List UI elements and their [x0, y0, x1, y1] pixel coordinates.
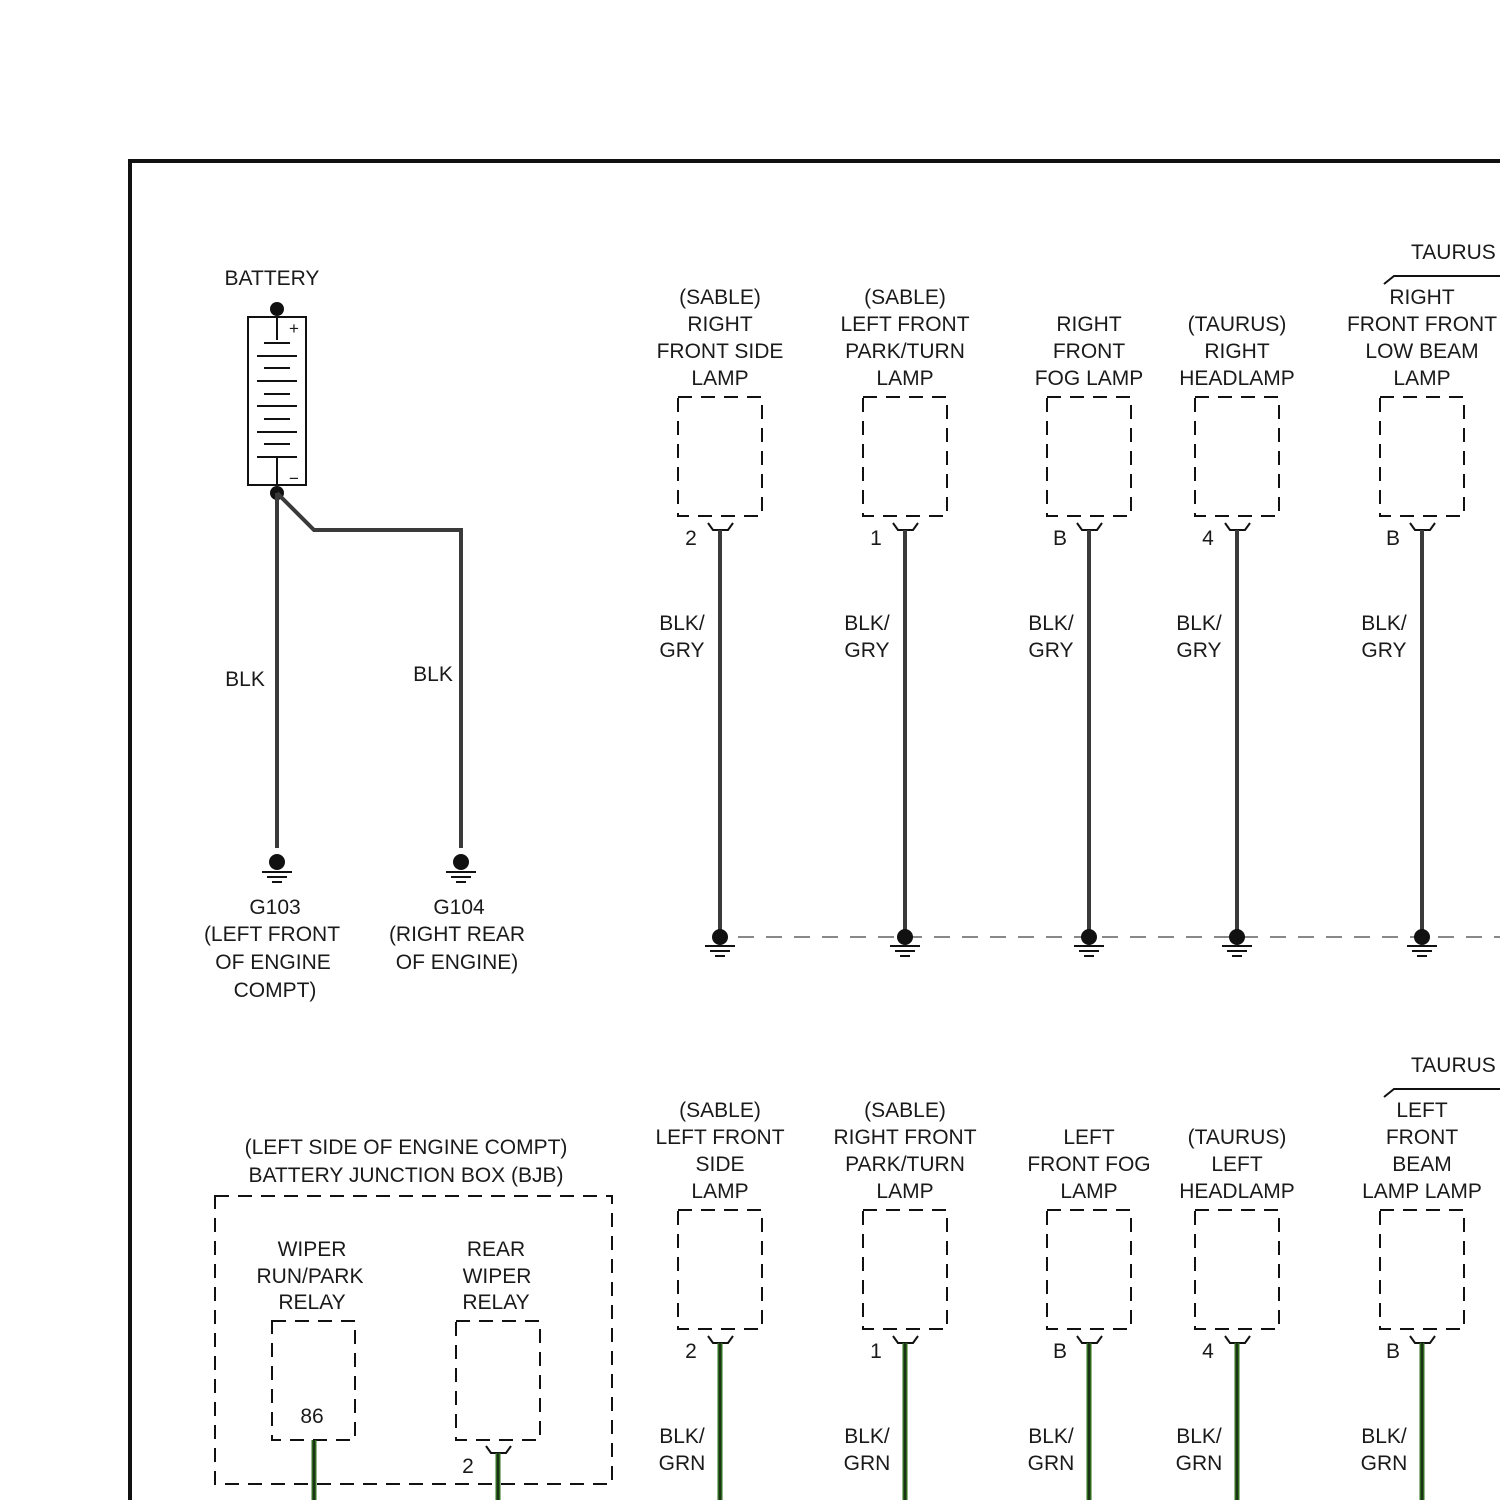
ground-label-g103-line3: OF ENGINE [215, 951, 331, 974]
bottom_row-lamp-2 [833, 1099, 976, 1500]
top_row-lamp-3 [1028, 313, 1143, 956]
relay-1-title-line2: RUN/PARK [256, 1265, 364, 1288]
bottom_row-lamp-1-connector-symbol [708, 1336, 733, 1343]
top_row-lamp-2-pin: 1 [870, 527, 882, 550]
bottom_row-lamp-2-title-line1: (SABLE) [864, 1099, 946, 1122]
top_row-lamp-1 [657, 286, 784, 956]
bottom_row-lamp-3-pin: B [1052, 1340, 1068, 1363]
relay-2-pin: 2 [462, 1455, 474, 1478]
bottom_row-lamp-1-pin: 2 [685, 1340, 697, 1363]
top_row-lamp-2-title-line4: LAMP [876, 367, 934, 390]
bottom_row-lamp-1-title-line3: SIDE [695, 1153, 745, 1176]
bottom_row-lamp-4-box [1195, 1210, 1279, 1329]
bottom_row-lamp-5-connector-symbol [1410, 1336, 1435, 1343]
top_row-lamp-4-connector-symbol [1225, 523, 1250, 530]
bottom_row-lamp-4-connector-symbol [1225, 1336, 1250, 1343]
top_row-lamp-1-pin: 2 [685, 527, 697, 550]
ground-label-g104-line1: G104 [433, 896, 485, 919]
bottom-row-header-bracket [1384, 1089, 1500, 1097]
top-row-header: TAURUS [1411, 241, 1496, 264]
bottom_row-lamp-1 [655, 1099, 784, 1500]
top_row-lamp-5-ground-icon [1407, 929, 1437, 956]
bottom_row-lamp-4-pin: 4 [1202, 1340, 1214, 1363]
top_row-lamp-2-title-line1: (SABLE) [864, 286, 946, 309]
top-lamp-group [657, 286, 1498, 956]
battery-plus-sign: + [289, 319, 299, 338]
top_row-lamp-1-box [678, 397, 762, 516]
bjb-title-line1: (LEFT SIDE OF ENGINE COMPT) [244, 1136, 568, 1159]
top_row-lamp-5 [1347, 286, 1497, 956]
top_row-lamp-1-title-line4: LAMP [691, 367, 749, 390]
top_row-lamp-5-title-line3: LOW BEAM [1365, 340, 1479, 363]
top_row-lamp-3-title-line1: RIGHT [1056, 313, 1122, 336]
top_row-lamp-4-wire-color-line1: BLK/ [1176, 612, 1222, 635]
top_row-lamp-2-title-line2: LEFT FRONT [840, 313, 970, 336]
bottom_row-lamp-1-title-line2: LEFT FRONT [655, 1126, 785, 1149]
relay-wiper-run-park [257, 1238, 364, 1440]
relay-2-title-line2: WIPER [462, 1265, 532, 1288]
top_row-lamp-3-box [1047, 397, 1131, 516]
bottom_row-lamp-5-wire-color-line1: BLK/ [1361, 1425, 1407, 1448]
bottom_row-lamp-2-title-line3: PARK/TURN [845, 1153, 965, 1176]
bottom_row-lamp-5-box [1380, 1210, 1464, 1329]
top-row-header-bracket [1384, 276, 1500, 284]
ground-symbol-g103 [262, 854, 292, 882]
battery [225, 267, 320, 500]
bottom_row-lamp-1-wire-color-line1: BLK/ [659, 1425, 705, 1448]
ground-label-g103-line4: COMPT) [233, 979, 317, 1002]
top_row-lamp-3-pin: B [1052, 527, 1068, 550]
bottom_row-lamp-2-wire-color-line1: BLK/ [844, 1425, 890, 1448]
top_row-lamp-3-title-line2: FRONT [1052, 340, 1126, 363]
bottom_row-lamp-4-title-line1: (TAURUS) [1187, 1126, 1287, 1149]
bottom-row-header: TAURUS [1411, 1054, 1496, 1077]
relay-2-title-line1: REAR [466, 1238, 526, 1261]
top_row-lamp-1-connector-symbol [708, 523, 733, 530]
top_row-lamp-2-wire-color-line2: GRY [844, 639, 890, 662]
top_row-lamp-4-ground-icon [1222, 929, 1252, 956]
bottom_row-lamp-1-box [678, 1210, 762, 1329]
bottom_row-lamp-2-title-line2: RIGHT FRONT [833, 1126, 977, 1149]
relay-rear-wiper [456, 1238, 540, 1478]
bottom_row-lamp-5-wire-color-line2: GRN [1360, 1452, 1408, 1475]
ground-symbol-g104 [446, 854, 476, 882]
top_row-lamp-1-wire-color-line2: GRY [659, 639, 705, 662]
bottom_row-lamp-3-box [1047, 1210, 1131, 1329]
bottom_row-lamp-5 [1361, 1099, 1482, 1500]
top_row-lamp-4-box [1195, 397, 1279, 516]
battery-minus-sign: − [289, 469, 299, 488]
bjb-title-line2: BATTERY JUNCTION BOX (BJB) [248, 1164, 564, 1187]
bottom_row-lamp-5-title-line2: FRONT [1385, 1126, 1459, 1149]
bottom_row-lamp-5-title-line3: BEAM [1392, 1153, 1452, 1176]
wire-color-g104: BLK [413, 663, 453, 686]
top_row-lamp-2-box [863, 397, 947, 516]
relay-2-connector-symbol [486, 1446, 511, 1453]
bottom_row-lamp-3 [1027, 1126, 1150, 1500]
top_row-lamp-3-wire-color-line1: BLK/ [1028, 612, 1074, 635]
battery-positive-terminal [270, 302, 284, 316]
bottom_row-lamp-3-title-line2: FRONT FOG [1027, 1153, 1151, 1176]
bottom_row-lamp-4-wire-color-line2: GRN [1175, 1452, 1223, 1475]
relay-1-title-line1: WIPER [277, 1238, 347, 1261]
bottom_row-lamp-5-title-line1: LEFT [1396, 1099, 1448, 1122]
top_row-lamp-2-title-line3: PARK/TURN [845, 340, 965, 363]
bottom-lamp-group [655, 1099, 1481, 1500]
top_row-lamp-4-wire-color-line2: GRY [1176, 639, 1222, 662]
relay-2-box [456, 1321, 540, 1440]
bottom_row-lamp-5-pin: B [1385, 1340, 1401, 1363]
bottom_row-lamp-4-title-line2: LEFT [1211, 1153, 1263, 1176]
bottom_row-lamp-3-connector-symbol [1077, 1336, 1102, 1343]
top_row-lamp-4-title-line1: (TAURUS) [1187, 313, 1287, 336]
bottom_row-lamp-3-wire-color-line2: GRN [1027, 1452, 1075, 1475]
top_row-lamp-1-ground-icon [705, 929, 735, 956]
ground-label-g103-line2: (LEFT FRONT [203, 923, 341, 946]
bottom_row-lamp-3-wire-color-line1: BLK/ [1028, 1425, 1074, 1448]
top_row-lamp-3-connector-symbol [1077, 523, 1102, 530]
bottom_row-lamp-2-pin: 1 [870, 1340, 882, 1363]
top_row-lamp-4-title-line2: RIGHT [1204, 340, 1270, 363]
top_row-lamp-2-wire-color-line1: BLK/ [844, 612, 890, 635]
bottom_row-lamp-1-title-line1: (SABLE) [679, 1099, 761, 1122]
relay-1-title-line3: RELAY [278, 1291, 346, 1314]
top_row-lamp-1-title-line3: FRONT SIDE [656, 340, 784, 363]
top_row-lamp-2-ground-icon [890, 929, 920, 956]
top_row-lamp-5-pin: B [1385, 527, 1401, 550]
top_row-lamp-5-title-line1: RIGHT [1389, 286, 1455, 309]
battery-label: BATTERY [224, 267, 320, 290]
top_row-lamp-5-title-line4: LAMP [1393, 367, 1451, 390]
bottom_row-lamp-2-title-line4: LAMP [876, 1180, 934, 1203]
bottom_row-lamp-1-wire-color-line2: GRN [658, 1452, 706, 1475]
top_row-lamp-5-wire-color-line2: GRY [1361, 639, 1407, 662]
bottom_row-lamp-3-title-line3: LAMP [1060, 1180, 1118, 1203]
bottom_row-lamp-4 [1176, 1126, 1295, 1500]
bottom_row-lamp-5-title-line4: LAMP LAMP [1362, 1180, 1482, 1203]
bottom_row-lamp-2-wire-color-line2: GRN [843, 1452, 891, 1475]
relay-2-title-line3: RELAY [462, 1291, 530, 1314]
bottom_row-lamp-3-title-line1: LEFT [1063, 1126, 1115, 1149]
wire-color-g103: BLK [225, 668, 265, 691]
top_row-lamp-5-wire-color-line1: BLK/ [1361, 612, 1407, 635]
top_row-lamp-1-wire-color-line1: BLK/ [659, 612, 705, 635]
top_row-lamp-5-title-line2: FRONT FRONT [1346, 313, 1498, 336]
top_row-lamp-3-ground-icon [1074, 929, 1104, 956]
top_row-lamp-4-title-line3: HEADLAMP [1179, 367, 1295, 390]
bottom_row-lamp-4-wire-color-line1: BLK/ [1176, 1425, 1222, 1448]
top_row-lamp-1-title-line2: RIGHT [687, 313, 753, 336]
top_row-lamp-2-connector-symbol [893, 523, 918, 530]
bottom_row-lamp-2-box [863, 1210, 947, 1329]
top_row-lamp-2 [840, 286, 969, 956]
ground-label-g104-line3: OF ENGINE) [395, 951, 519, 974]
top_row-lamp-5-connector-symbol [1410, 523, 1435, 530]
bottom_row-lamp-2-connector-symbol [893, 1336, 918, 1343]
ground-label-g103-line1: G103 [249, 896, 301, 919]
top_row-lamp-5-box [1380, 397, 1464, 516]
top_row-lamp-3-wire-color-line2: GRY [1028, 639, 1074, 662]
top_row-lamp-4-pin: 4 [1202, 527, 1214, 550]
top_row-lamp-4 [1176, 313, 1295, 956]
ground-label-g104-line2: (RIGHT REAR [388, 923, 526, 946]
relay-1-pin: 86 [300, 1405, 324, 1428]
bottom_row-lamp-1-title-line4: LAMP [691, 1180, 749, 1203]
top_row-lamp-1-title-line1: (SABLE) [679, 286, 761, 309]
bottom_row-lamp-4-title-line3: HEADLAMP [1179, 1180, 1295, 1203]
top_row-lamp-3-title-line3: FOG LAMP [1034, 367, 1144, 390]
